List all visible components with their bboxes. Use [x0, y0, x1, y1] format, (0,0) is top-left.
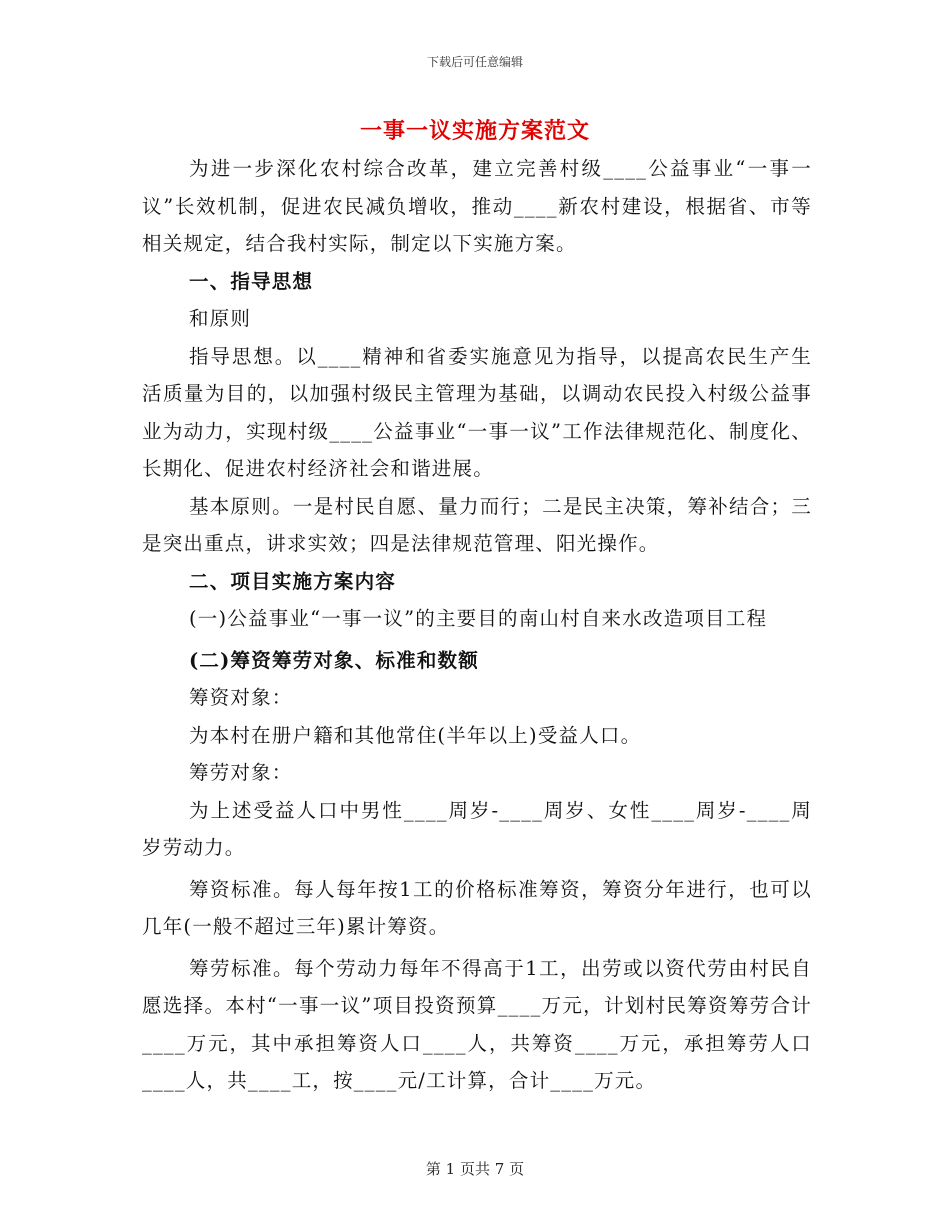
- header-note: 下载后可任意编辑: [426, 55, 523, 69]
- labor-target-paragraph: 为上述受益人口中男性____周岁-____周岁、女性____周岁-____周岁劳动力。: [142, 798, 812, 859]
- section-heading-project-plan: 二、项目实施方案内容: [189, 569, 397, 593]
- subsection-2-heading: (二)筹资筹劳对象、标准和数额: [189, 648, 479, 672]
- subsection-1-paragraph: (一)公益事业“一事一议”的主要目的南山村自来水改造项目工程: [189, 607, 768, 630]
- guiding-ideology-paragraph: 指导思想。以____精神和省委实施意见为指导，以提高农民生产生活质量为目的，以加强村级民主管理为基础，以调动农民投入村级公益事业为动力，实现村级____公益事业“一事一议”工作法律规范化、制度化、长期化、促进农村经济社会和谐进展。: [142, 344, 812, 480]
- basic-principles-paragraph: 基本原则。一是村民自愿、量力而行；二是民主决策，筹补结合；三是突出重点，讲求实效；四是法律规范管理、阳光操作。: [142, 494, 812, 555]
- document-body: [142, 150, 812, 1100]
- labor-target-label: 筹劳对象：: [189, 761, 293, 784]
- page-number-footer: 第 1 页共 7 页: [425, 1160, 525, 1178]
- heading-continuation: 和原则: [189, 307, 252, 330]
- section-heading-guiding-ideology: 一、指导思想: [189, 269, 314, 293]
- funding-target-paragraph: 为本村在册户籍和其他常住(半年以上)受益人口。: [189, 723, 642, 747]
- funding-standard-paragraph: 筹资标准。每人每年按1工的价格标准筹资，筹资分年进行，也可以几年(一般不超过三年)累计筹资。: [142, 877, 812, 938]
- document-title: 一事一议实施方案范文: [359, 118, 590, 144]
- intro-paragraph: 为进一步深化农村综合改革，建立完善村级____公益事业“一事一议”长效机制，促进农民减负增收，推动____新农村建设，根据省、市等相关规定，结合我村实际，制定以下实施方案。: [142, 157, 812, 255]
- labor-standard-paragraph: 筹劳标准。每个劳动力每年不得高于1工，出劳或以资代劳由村民自愿选择。本村“一事一议”项目投资预算____万元，计划村民筹资筹劳合计____万元，其中承担筹资人口____人，共筹资____万元，承担筹劳人口____人，共____工，按____元/工计算，合计____万元。: [142, 956, 812, 1092]
- funding-target-label: 筹资对象：: [189, 686, 293, 709]
